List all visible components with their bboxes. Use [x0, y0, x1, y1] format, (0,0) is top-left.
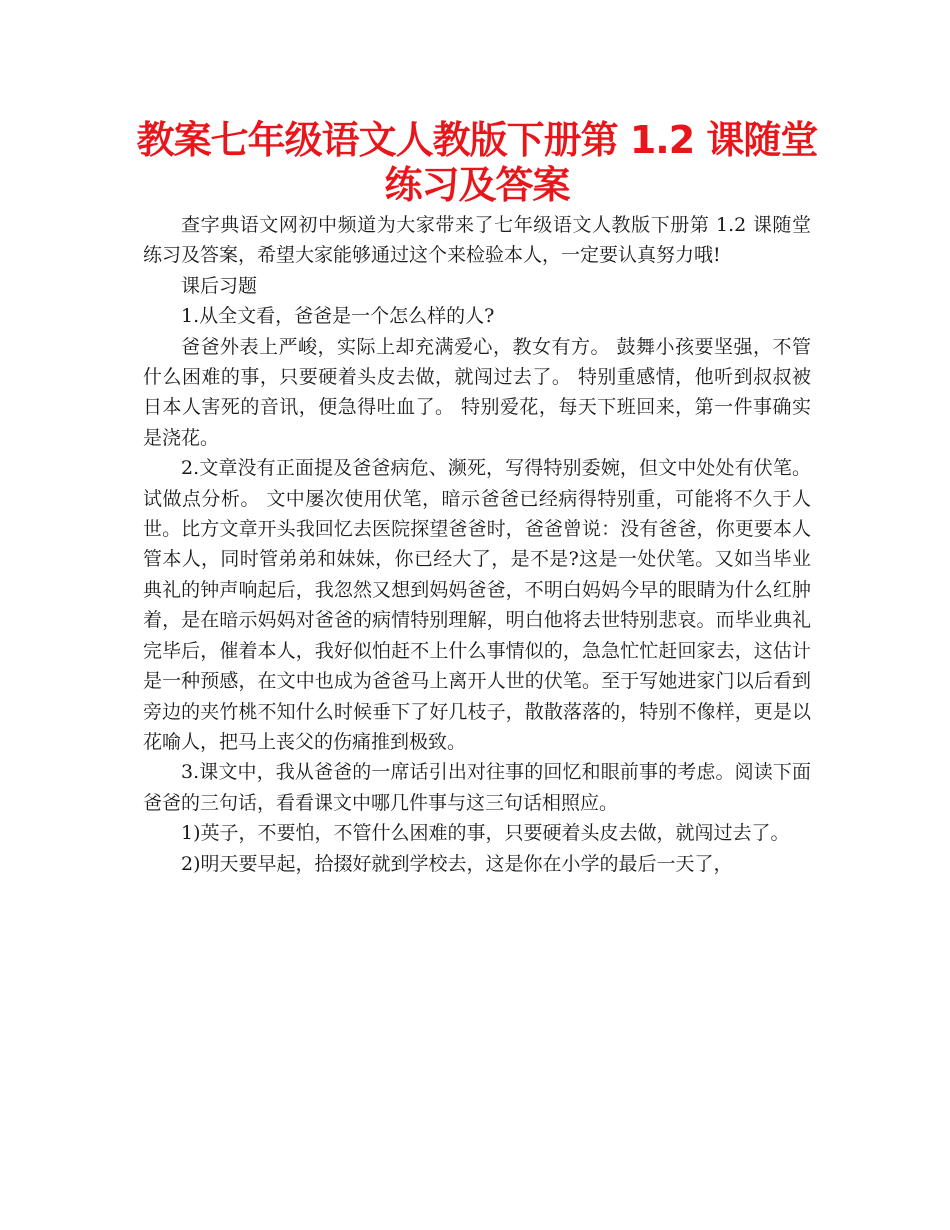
- document-body: [143, 210, 811, 879]
- question-2: 2.文章没有正面提及爸爸病危、濒死，写得特别委婉，但文中处处有伏笔。试做点分析。 文中屡次使用伏笔，暗示爸爸已经病得特别重，可能将不久于人世。比方文章开头我回忆去医院探望爸爸时，爸爸曾说：没有爸爸，你更要本人管本人，同时管弟弟和妹妹，你已经大了，是不是?这是一处伏笔。又如当毕业典礼的钟声响起后，我忽然又想到妈妈爸爸，不明白妈妈今早的眼睛为什么红肿着，是在暗示妈妈对爸爸的病情特别理解，明白他将去世特别悲哀。而毕业典礼完毕后，催着本人，我好似怕赶不上什么事情似的，急急忙忙赶回家去，这估计是一种预感，在文中也成为爸爸马上离开人世的伏笔。至于写她进家门以后看到旁边的夹竹桃不知什么时候垂下了好几枝子，散散落落的，特别不像样，更是以花喻人，把马上丧父的伤痛推到极致。: [143, 457, 811, 753]
- document-title: 教案七年级语文人教版下册第 1.2 课随堂练习及答案: [136, 118, 818, 207]
- document-page: [136, 118, 818, 879]
- quote-2: 2)明天要早起，拾掇好就到学校去，这是你在小学的最后一天了，: [181, 852, 733, 875]
- question-1: 1.从全文看，爸爸是一个怎么样的人?: [181, 305, 495, 328]
- question-3: 3.课文中，我从爸爸的一席话引出对往事的回忆和眼前事的考虑。阅读下面爸爸的三句话，看看课文中哪几件事与这三句话相照应。: [143, 761, 811, 814]
- quote-1: 1)英子，不要怕，不管什么困难的事，只要硬着头皮去做，就闯过去了。: [181, 822, 790, 845]
- answer-1: 爸爸外表上严峻，实际上却充满爱心，教女有方。 鼓舞小孩要坚强，不管什么困难的事，只要硬着头皮去做，就闯过去了。 特别重感情，他听到叔叔被日本人害死的音讯，便急得吐血了。 特别爱花，每天下班回来，第一件事确实是浇花。: [143, 335, 811, 449]
- intro-paragraph: 查字典语文网初中频道为大家带来了七年级语文人教版下册第 1.2 课随堂练习及答案，希望大家能够通过这个来检验本人，一定要认真努力哦!: [143, 214, 811, 267]
- section-heading: 课后习题: [181, 274, 258, 297]
